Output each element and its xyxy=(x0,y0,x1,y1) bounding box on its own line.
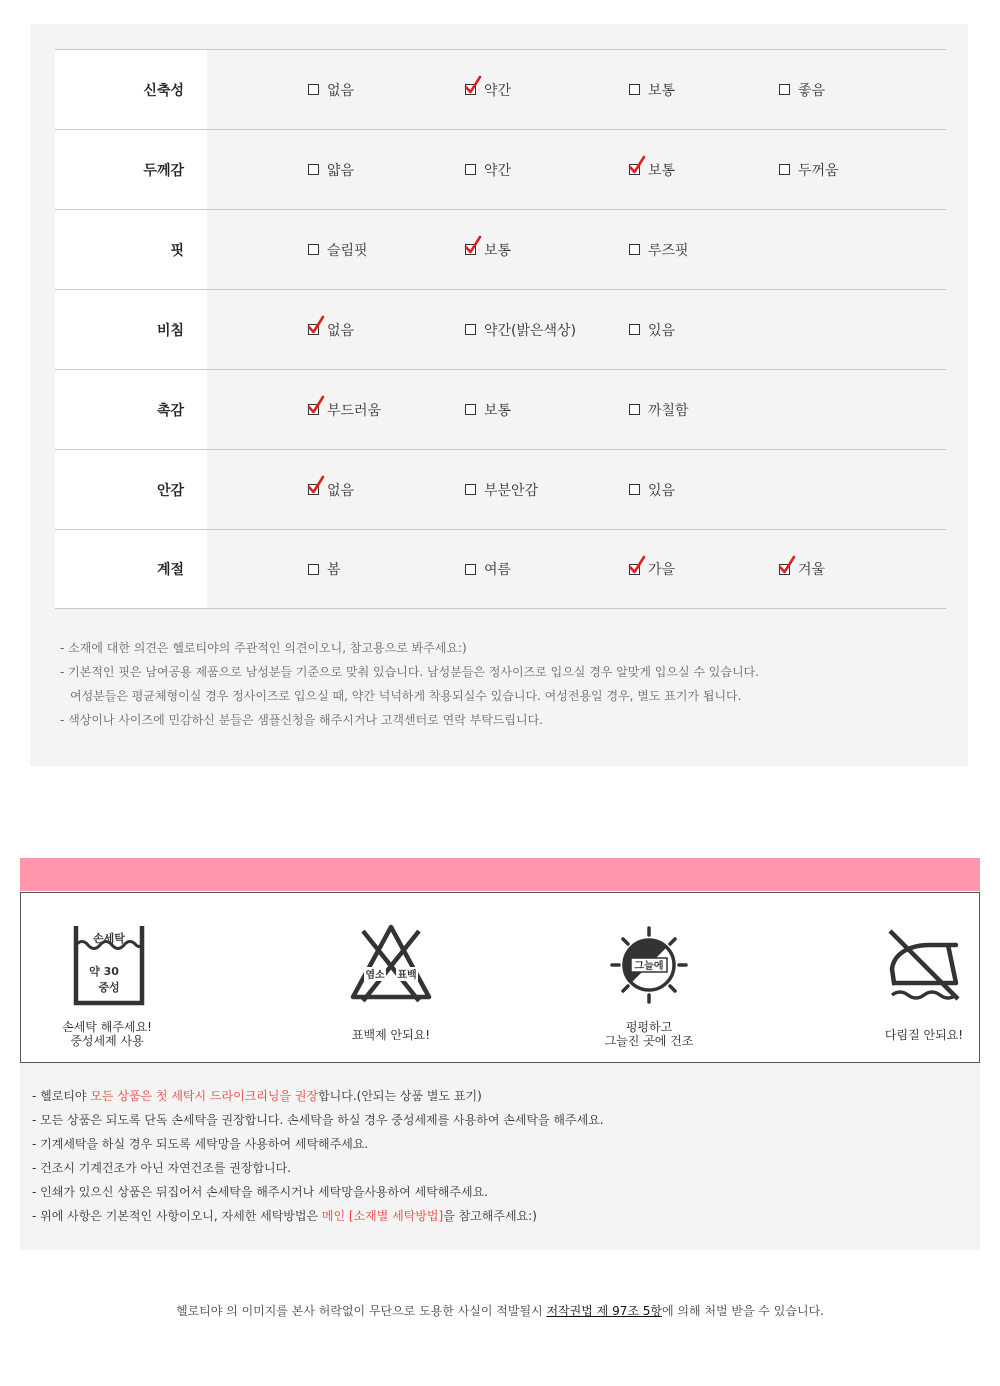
checkbox-icon xyxy=(629,84,640,95)
checkbox-icon xyxy=(629,484,640,495)
fabric-option-label: 없음 xyxy=(327,82,355,99)
fabric-option xyxy=(308,320,354,340)
fabric-option xyxy=(779,559,825,579)
fabric-row-options xyxy=(207,210,946,289)
checkbox-icon xyxy=(308,324,319,335)
fabric-note: - 소재에 대한 의견은 헬로티야의 주관적인 의견이오니, 참고용으로 봐주세요:) xyxy=(60,641,467,655)
fabric-option xyxy=(465,400,511,420)
fabric-row-label: 계절 xyxy=(55,530,207,608)
checkbox-icon xyxy=(308,484,319,495)
svg-text:염소: 염소 xyxy=(365,970,385,981)
fabric-option xyxy=(308,559,341,579)
fabric-row-options xyxy=(207,530,946,608)
fabric-option-label: 보통 xyxy=(648,162,676,179)
fabric-option xyxy=(308,240,368,260)
fabric-option-label: 없음 xyxy=(327,482,355,499)
care-note-highlight: 메인 [소재별 세탁방법] xyxy=(321,1209,444,1223)
checkbox-icon xyxy=(629,564,640,575)
care-caption-line: 중성세제 사용 xyxy=(70,1034,144,1048)
fabric-option-label: 보통 xyxy=(648,82,676,99)
fabric-option-label: 두꺼움 xyxy=(798,162,839,179)
copyright-notice xyxy=(0,1302,1000,1319)
fabric-table xyxy=(55,49,946,609)
fabric-row xyxy=(55,210,946,290)
copyright-law-reference: 저작권법 제 97조 5항 xyxy=(546,1304,662,1318)
fabric-option xyxy=(465,80,511,100)
checkbox-icon xyxy=(465,84,476,95)
fabric-row-label: 촉감 xyxy=(55,370,207,449)
checkbox-icon xyxy=(465,244,476,255)
care-item-no-iron xyxy=(844,893,1000,1062)
fabric-option xyxy=(629,320,675,340)
check-mark-icon xyxy=(628,155,646,175)
copyright-text: 헬로티야 의 이미지를 본사 허락없이 무단으로 도용한 사실이 적발될시 xyxy=(175,1304,547,1318)
fabric-option-label: 여름 xyxy=(484,562,512,578)
care-caption-line: 표백제 안되요! xyxy=(351,1028,431,1042)
care-caption-line: 그늘진 곳에 건조 xyxy=(604,1034,694,1048)
fabric-option-label: 까칠함 xyxy=(648,402,689,419)
checkbox-icon xyxy=(779,564,790,575)
care-note-highlight: 모든 상품은 첫 세탁시 드라이크리닝을 권장 xyxy=(90,1089,319,1103)
fabric-option-label: 있음 xyxy=(648,322,676,339)
check-mark-icon xyxy=(464,75,482,95)
fabric-option-label: 있음 xyxy=(648,482,676,499)
check-mark-icon xyxy=(307,475,325,495)
fabric-row-label: 비침 xyxy=(55,290,207,369)
fabric-option-label: 부분안감 xyxy=(484,482,539,499)
checkbox-icon xyxy=(465,484,476,495)
care-notes-panel xyxy=(20,1063,980,1250)
fabric-row xyxy=(55,50,946,130)
care-note: - 기계세탁을 하실 경우 되도록 세탁망을 사용하여 세탁해주세요. xyxy=(32,1137,369,1151)
fabric-notes xyxy=(60,636,759,732)
care-note-text: - 헬로티야 xyxy=(32,1089,91,1103)
fabric-option xyxy=(779,160,839,180)
check-mark-icon xyxy=(307,395,325,415)
fabric-option-label: 없음 xyxy=(327,322,355,339)
fabric-option xyxy=(629,80,675,100)
fabric-option-label: 루즈핏 xyxy=(648,242,689,259)
checkbox-icon xyxy=(779,84,790,95)
fabric-option xyxy=(779,80,825,100)
checkbox-icon xyxy=(308,564,319,575)
fabric-row-label: 신축성 xyxy=(55,50,207,129)
check-mark-icon xyxy=(628,555,646,575)
care-item-shade-dry xyxy=(569,893,729,1062)
fabric-option-label: 가을 xyxy=(648,562,676,578)
fabric-option-label: 약간 xyxy=(484,82,512,99)
fabric-option xyxy=(629,480,675,500)
fabric-row xyxy=(55,290,946,370)
check-mark-icon xyxy=(778,555,796,575)
care-note-text: - 위에 사항은 기본적인 사항이오니, 자세한 세탁방법은 xyxy=(32,1209,322,1223)
shade-dry-icon xyxy=(609,925,689,1005)
fabric-option xyxy=(629,160,675,180)
care-caption-line: 펑펑하고 xyxy=(625,1020,673,1034)
no-bleach-icon xyxy=(349,923,433,1003)
fabric-row-label: 두께감 xyxy=(55,130,207,209)
checkbox-icon xyxy=(308,404,319,415)
care-caption xyxy=(27,1020,187,1048)
fabric-row-label: 안감 xyxy=(55,450,207,529)
care-caption xyxy=(311,1028,471,1042)
checkbox-icon xyxy=(308,84,319,95)
fabric-option-label: 부드러움 xyxy=(327,402,382,419)
svg-text:약 30: 약 30 xyxy=(89,965,119,978)
fabric-row xyxy=(55,450,946,530)
svg-text:표백: 표백 xyxy=(397,970,417,981)
checkbox-icon xyxy=(465,164,476,175)
care-note-text: 합니다.(안되는 상품 별도 표기) xyxy=(318,1089,482,1103)
no-iron-icon xyxy=(884,925,964,1005)
fabric-note: - 기본적인 핏은 남여공용 제품으로 남성분들 기준으로 맞춰 있습니다. 남성분들은 정사이즈로 입으실 경우 알맞게 입으실 수 있습니다. xyxy=(60,665,759,679)
checkbox-icon xyxy=(308,244,319,255)
svg-text:중성: 중성 xyxy=(98,981,120,994)
care-caption-line: 다림질 안되요! xyxy=(884,1028,964,1042)
checkbox-icon xyxy=(465,564,476,575)
fabric-row-options xyxy=(207,50,946,129)
hand-wash-icon xyxy=(71,923,147,1007)
fabric-row-options xyxy=(207,370,946,449)
fabric-option xyxy=(465,320,576,340)
fabric-row xyxy=(55,530,946,609)
care-note: - 모든 상품은 되도록 단독 손세탁을 권장합니다. 손세탁을 하실 경우 중성세제를 사용하여 손세탁을 해주세요. xyxy=(32,1113,604,1127)
fabric-option xyxy=(465,480,538,500)
checkbox-icon xyxy=(779,164,790,175)
care-caption xyxy=(844,1028,1000,1042)
checkbox-icon xyxy=(308,164,319,175)
svg-text:손세탁: 손세탁 xyxy=(93,932,125,945)
check-mark-icon xyxy=(464,235,482,255)
fabric-option xyxy=(465,559,511,579)
checkbox-icon xyxy=(465,404,476,415)
fabric-option-label: 좋음 xyxy=(798,82,826,99)
care-item-hand-wash xyxy=(27,893,187,1062)
fabric-option xyxy=(465,240,511,260)
fabric-option xyxy=(629,240,689,260)
care-caption-line: 손세탁 해주세요! xyxy=(62,1020,152,1034)
fabric-option xyxy=(308,160,354,180)
care-notes xyxy=(32,1084,604,1228)
check-mark-icon xyxy=(307,315,325,335)
fabric-option-label: 약간(밝은색상) xyxy=(484,322,577,339)
fabric-note: 여성분들은 평균체형이실 경우 정사이즈로 입으실 때, 약간 넉넉하게 착용되실수 있습니다. 여성전용일 경우, 별도 표기가 됩니다. xyxy=(70,689,742,703)
fabric-option xyxy=(629,559,675,579)
fabric-option xyxy=(308,480,354,500)
care-item-no-bleach xyxy=(311,893,471,1062)
fabric-option xyxy=(629,400,689,420)
fabric-option xyxy=(465,160,511,180)
fabric-info-panel xyxy=(30,24,968,766)
fabric-option-label: 얇음 xyxy=(327,162,355,179)
fabric-option-label: 보통 xyxy=(484,402,512,419)
care-note: - 인쇄가 있으신 상품은 뒤집어서 손세탁을 해주시거나 세탁망을사용하여 세탁해주세요. xyxy=(32,1185,488,1199)
fabric-option xyxy=(308,400,381,420)
checkbox-icon xyxy=(629,244,640,255)
fabric-row-label: 핏 xyxy=(55,210,207,289)
care-note xyxy=(32,1204,604,1228)
fabric-option-label: 겨울 xyxy=(798,562,826,578)
checkbox-icon xyxy=(465,324,476,335)
care-header-bar xyxy=(20,858,980,891)
care-note xyxy=(32,1084,604,1108)
fabric-row xyxy=(55,130,946,210)
svg-text:그늘에: 그늘에 xyxy=(634,961,664,972)
care-note: - 건조시 기계건조가 아닌 자연건조를 권장합니다. xyxy=(32,1161,292,1175)
fabric-option-label: 보통 xyxy=(484,242,512,259)
checkbox-icon xyxy=(629,324,640,335)
care-caption xyxy=(569,1020,729,1048)
fabric-row-options xyxy=(207,290,946,369)
copyright-text: 에 의해 처벌 받을 수 있습니다. xyxy=(662,1304,824,1318)
fabric-option-label: 슬림핏 xyxy=(327,242,368,259)
fabric-option-label: 약간 xyxy=(484,162,512,179)
fabric-row xyxy=(55,370,946,450)
fabric-option xyxy=(308,80,354,100)
checkbox-icon xyxy=(629,404,640,415)
fabric-row-options xyxy=(207,130,946,209)
care-note-text: 을 참고해주세요:) xyxy=(443,1209,537,1223)
fabric-note: - 색상이나 사이즈에 민감하신 분들은 샘플신청을 해주시거나 고객센터로 연락 부탁드립니다. xyxy=(60,713,543,727)
checkbox-icon xyxy=(629,164,640,175)
fabric-row-options xyxy=(207,450,946,529)
care-icons-box xyxy=(20,892,980,1063)
fabric-option-label: 봄 xyxy=(327,562,341,578)
